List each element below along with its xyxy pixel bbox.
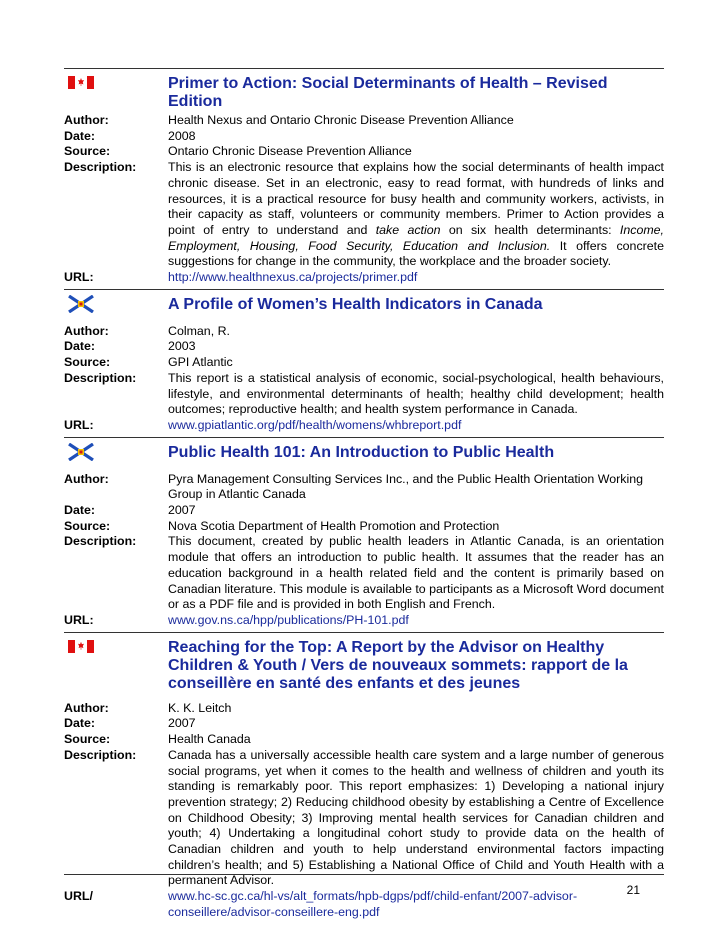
description-label: Description: — [64, 160, 137, 175]
source-value: Nova Scotia Department of Health Promotion and Protection — [168, 518, 500, 533]
description-label: Description: — [64, 370, 137, 385]
entry-title: Reaching for the Top: A Report by the Advisor on Healthy Children & Youth / Vers de nouveaux sommets: rapport de la conseillère en santé des enfants et des jeunes — [168, 638, 628, 692]
date-label: Date: — [64, 503, 95, 518]
description-value: This document, created by public health leaders in Atlantic Canada, is an orientation module that offers an introduction to public health. It assumes that the reader has an education background in a health related field and the content is primarily based on Canadian literature. This module is available to participants as a Microsoft Word document or as a PDF file and is provided in both English and French. — [168, 534, 664, 612]
description-value: This report is a statistical analysis of economic, social-psychological, health behaviours, lifestyle, and environmental determinants of health; healthy child development; health outcomes; reproductive health; and health system performance in Canada. — [168, 370, 664, 417]
resource-entry — [64, 68, 664, 286]
source-label: Source: — [64, 355, 111, 370]
author-label: Author: — [64, 323, 109, 338]
source-value: Ontario Chronic Disease Prevention Alliance — [168, 144, 412, 159]
nova-scotia-flag-icon — [67, 295, 95, 313]
url-link[interactable]: www.gpiatlantic.org/pdf/health/womens/whbreport.pdf — [168, 417, 462, 432]
canada-flag-icon — [68, 640, 94, 653]
page-number: 21 — [626, 883, 640, 897]
date-label: Date: — [64, 339, 95, 354]
source-label: Source: — [64, 144, 111, 159]
date-value: 2008 — [168, 128, 196, 143]
resource-entry — [64, 289, 664, 434]
author-label: Author: — [64, 113, 109, 127]
date-value: 2003 — [168, 339, 196, 354]
description-label: Description: — [64, 747, 137, 762]
nova-scotia-flag-icon — [67, 443, 95, 461]
description-value: Canada has a universally accessible health care system and a large number of generous social programs, yet when it comes to the health and wellness of children and youth its standing is remarkably poor. This report emphasizes: 1) Developing a national injury prevention strategy; 2) Reducing childhood obesity by establishing a Centre of Excellence on Childhood Obesity; 3) Improving mental health services for Canadian children and youth; 4) Undertaking a longitudinal cohort study to provide data on the health of Canadian children and youth to help understand environmental factors impacting children’s health; and 5) Establishing a National Office of Child and Youth Health with a permanent Advisor. — [168, 747, 664, 888]
entry-title: A Profile of Women’s Health Indicators in Canada — [168, 295, 543, 313]
entry-title: Public Health 101: An Introduction to Public Health — [168, 443, 555, 461]
source-label: Source: — [64, 518, 111, 533]
url-label: URL: — [64, 417, 94, 432]
date-label: Date: — [64, 128, 95, 143]
url-label: URL: — [64, 612, 94, 627]
author-value: Colman, R. — [168, 323, 230, 338]
resource-entry — [64, 437, 664, 629]
date-value: 2007 — [168, 503, 196, 518]
author-label: Author: — [64, 700, 109, 715]
url-label: URL/ — [64, 889, 93, 904]
url-link[interactable]: www.gov.ns.ca/hpp/publications/PH-101.pdf — [168, 612, 409, 627]
resource-list — [64, 68, 664, 921]
author-label: Author: — [64, 471, 109, 486]
url-label: URL: — [64, 270, 94, 285]
canada-flag-icon — [68, 76, 94, 89]
url-link[interactable]: www.hc-sc.gc.ca/hl-vs/alt_formats/hpb-dgps/pdf/child-enfant/2007-advisor-conseillere/advisor-conseillere-eng.pdf — [168, 889, 578, 919]
description-value: This is an electronic resource that explains how the social determinants of health impact chronic disease. Set in an electronic, easy to read format, with hundreds of links and resources, it is a practical resource for busy health and community workers, activists, in their capacity as staff, volunteers or community members. Primer to Action provides a point of entry to understand and take action on six health determinants: Income, Employment, Housing, Food Security, Education and Inclusion. It offers concrete suggestions for change in the community, the workplace and the broader society. — [168, 160, 664, 269]
date-value: 2007 — [168, 716, 196, 731]
source-value: GPI Atlantic — [168, 355, 233, 370]
entry-title: Primer to Action: Social Determinants of Health – Revised Edition — [168, 75, 608, 110]
description-label: Description: — [64, 534, 137, 549]
source-value: Health Canada — [168, 732, 251, 747]
author-value: K. K. Leitch — [168, 700, 232, 715]
source-label: Source: — [64, 732, 111, 747]
url-link[interactable]: http://www.healthnexus.ca/projects/primer.pdf — [168, 270, 418, 285]
resource-entry — [64, 632, 664, 921]
date-label: Date: — [64, 716, 95, 731]
author-value: Health Nexus and Ontario Chronic Disease Prevention Alliance — [168, 113, 514, 127]
author-value: Pyra Management Consulting Services Inc., and the Public Health Orientation Working Group in Atlantic Canada — [168, 471, 643, 502]
